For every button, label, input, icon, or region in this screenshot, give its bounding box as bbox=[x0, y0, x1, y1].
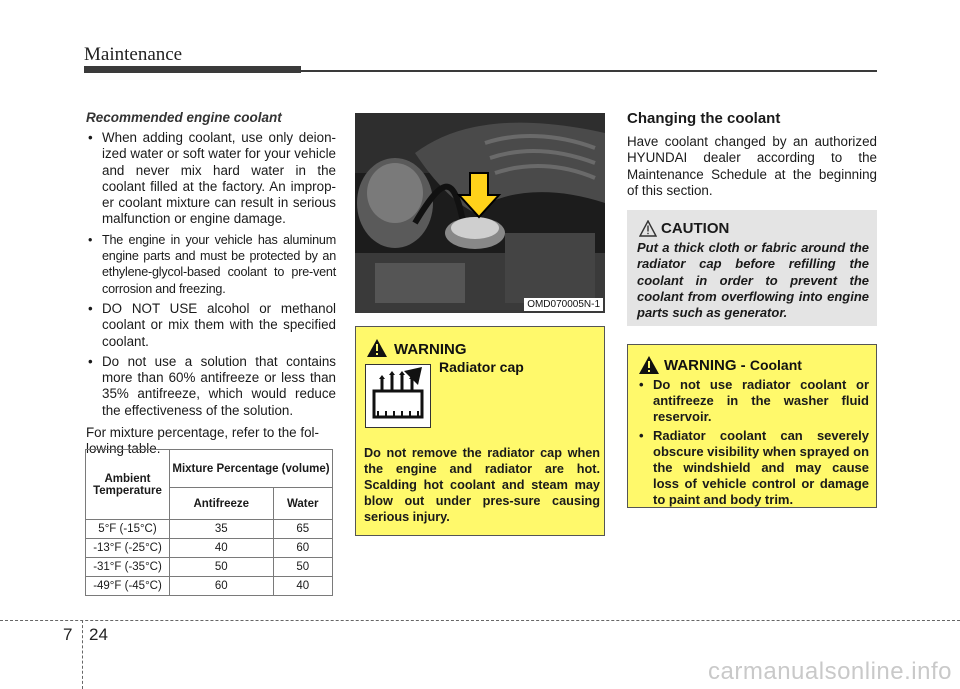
list-item: • Radiator coolant can severely obscure visibility when sprayed on the windshield and may cause loss of vehicle control or damage to paint and body trim. bbox=[637, 428, 869, 508]
left-column bbox=[86, 110, 336, 458]
chapter-number: 7 bbox=[63, 625, 73, 644]
table-cell-antifreeze: 35 bbox=[170, 520, 274, 539]
section-title: Maintenance bbox=[84, 44, 183, 65]
radiator-cap-warning-box bbox=[355, 326, 605, 536]
table-cell-temp: 5°F (-15°C) bbox=[86, 520, 170, 539]
list-item: • Do not use radiator coolant or antifreeze in the washer fluid reservoir. bbox=[637, 377, 869, 425]
list-item: • When adding coolant, use only deion-ized water or soft water for your vehicle and never mix hard water in the coolant filled at the factory. An improp-er coolant mixture can result in serious malfunction or engine damage. bbox=[86, 130, 336, 228]
caution-box bbox=[627, 210, 877, 326]
table-cell-water: 65 bbox=[273, 520, 333, 539]
header-rule bbox=[301, 70, 877, 72]
caution-title: CAUTION bbox=[661, 220, 730, 237]
mixture-reference-text: For mixture percentage, refer to the fol-lowing table. bbox=[86, 425, 319, 457]
mixture-percentage-header: Mixture Percentage (volume) bbox=[170, 450, 333, 488]
table-cell-temp: -31°F (-35°C) bbox=[86, 558, 170, 577]
warning-triangle-icon bbox=[638, 355, 660, 375]
caution-body-text: Put a thick cloth or fabric around the radiator cap before refilling the coolant in order to prevent the coolant from overflowing into engine parts such as generator. bbox=[637, 240, 869, 321]
coolant-mixture-table bbox=[85, 449, 333, 596]
warning-triangle-icon bbox=[366, 338, 388, 358]
warning-title-sub: Coolant bbox=[749, 357, 802, 373]
coolant-warning-box bbox=[627, 344, 877, 508]
table-cell-water: 50 bbox=[273, 558, 333, 577]
list-item: • The engine in your vehicle has aluminum engine parts and must be protected by an ethylene-glycol-based coolant to pre-vent corrosion and freezing. bbox=[86, 232, 336, 297]
table-row bbox=[86, 558, 333, 577]
list-item: • Do not use a solution that contains more than 60% antifreeze or less than 35% antifreeze, which would reduce the effectiveness of the solution. bbox=[86, 354, 336, 419]
warning-title-main: WARNING - bbox=[664, 357, 750, 374]
antifreeze-header: Antifreeze bbox=[170, 488, 274, 520]
footer-rule bbox=[0, 620, 960, 621]
list-item: • DO NOT USE alcohol or methanol coolant or mix them with the specified coolant. bbox=[86, 301, 336, 350]
coolant-bullet-list bbox=[86, 130, 336, 419]
recommended-coolant-heading: Recommended engine coolant bbox=[86, 110, 282, 125]
changing-coolant-text: Have coolant changed by an authorized HYUNDAI dealer according to the Maintenance Schedule at the beginning of this section. bbox=[627, 134, 877, 198]
warning-title: WARNING bbox=[394, 341, 467, 358]
table-cell-antifreeze: 60 bbox=[170, 577, 274, 596]
engine-bay-illustration bbox=[355, 113, 605, 313]
table-cell-temp: -49°F (-45°C) bbox=[86, 577, 170, 596]
warning-subtitle: Radiator cap bbox=[439, 359, 524, 375]
table-row bbox=[86, 520, 333, 539]
table-row bbox=[86, 539, 333, 558]
table-cell-antifreeze: 40 bbox=[170, 539, 274, 558]
warning-title bbox=[664, 357, 802, 374]
table-cell-water: 40 bbox=[273, 577, 333, 596]
table-row bbox=[86, 577, 333, 596]
warning-body-text: Do not remove the radiator cap when the engine and radiator are hot. Scalding hot coolant and steam may blow out under pres-sure causing serious injury. bbox=[364, 446, 600, 524]
ambient-temperature-header: Ambient Temperature bbox=[86, 450, 170, 520]
right-column bbox=[627, 110, 877, 199]
table-cell-temp: -13°F (-25°C) bbox=[86, 539, 170, 558]
radiator-steam-icon bbox=[366, 365, 430, 427]
header-bar bbox=[84, 66, 301, 73]
table-cell-antifreeze: 50 bbox=[170, 558, 274, 577]
caution-triangle-icon bbox=[639, 220, 657, 237]
footer-divider bbox=[82, 620, 83, 689]
page-number: 24 bbox=[89, 625, 108, 644]
changing-coolant-heading: Changing the coolant bbox=[627, 110, 781, 127]
water-header: Water bbox=[273, 488, 333, 520]
table-cell-water: 60 bbox=[273, 539, 333, 558]
photo-code-label: OMD070005N-1 bbox=[524, 298, 603, 311]
coolant-warning-list bbox=[637, 377, 869, 511]
radiator-hazard-icon bbox=[365, 364, 431, 428]
radiator-cap-photo bbox=[355, 113, 605, 313]
watermark-text: carmanualsonline.info bbox=[708, 658, 952, 685]
